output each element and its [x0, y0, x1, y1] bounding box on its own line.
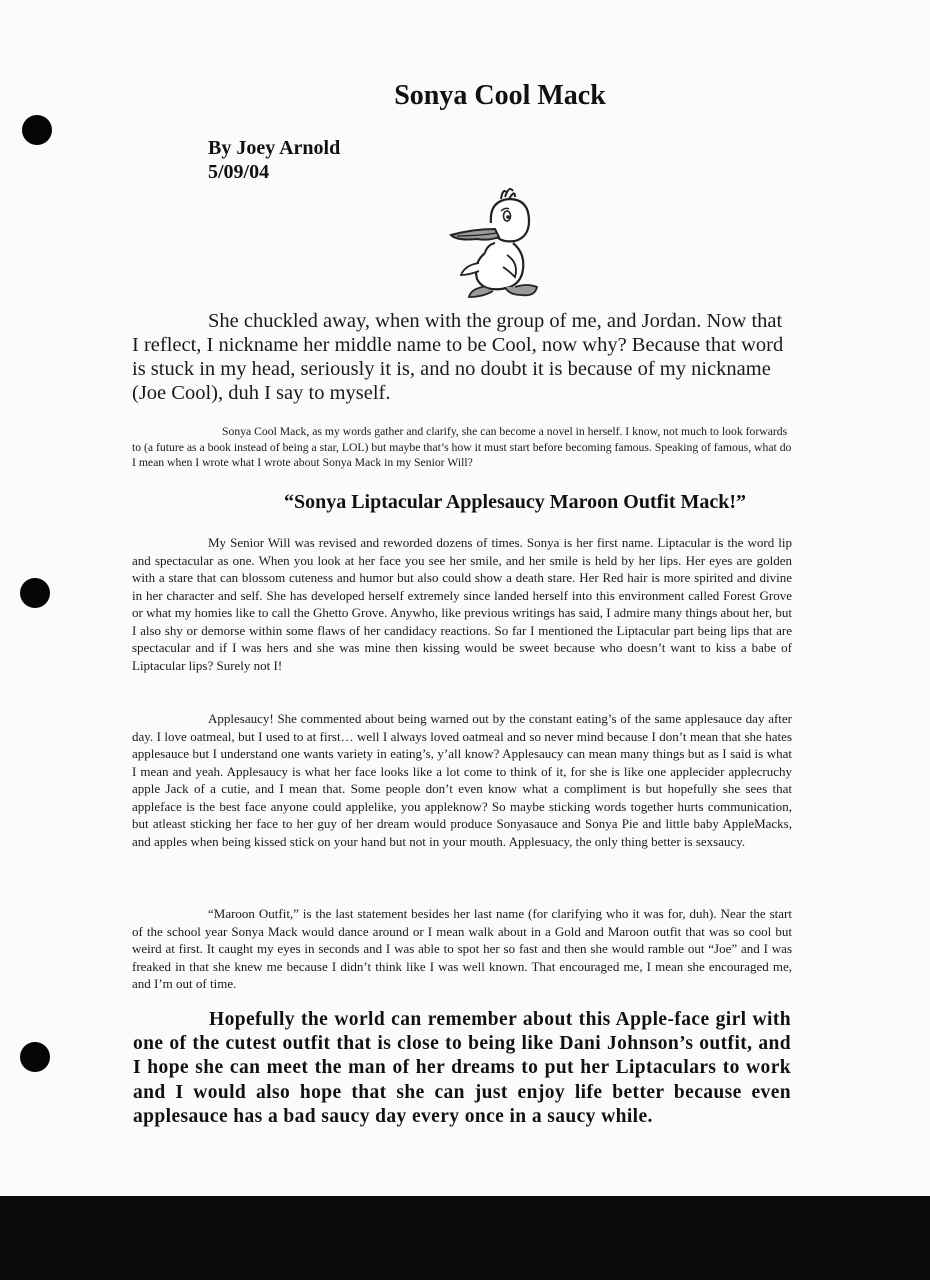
date: 5/09/04 — [208, 161, 270, 183]
punch-hole-top — [22, 115, 52, 145]
page-title: Sonya Cool Mack — [394, 80, 606, 111]
summary-paragraph: Sonya Cool Mack, as my words gather and clarify, she can become a novel in herself. I know, not much to look forwards to (a future as a book instead of being a star, LOL) but maybe that’s how it must start before becoming famous. Speaking of famous, what do I mean when I wrote what I wrote about Sonya Mack in my Senior Will? — [132, 425, 792, 469]
punch-hole-bottom — [20, 1042, 50, 1072]
paragraph-applesaucy: Applesaucy! She commented about being warned out by the constant eating’s of the same applesauce day after day. I love oatmeal, but I used to at first… well I always loved oatmeal and so never mind because I don’t mean that she hates applesauce but I understand one wants variety in eating’s, y’all know? Applesaucy can mean many things but as I said is what I mean and yeah. Applesaucy is what her face looks like a lot come to think of it, for she is like one applecider applecruchy apple Jack of a cutie, and I mean that. Some people don’t even know what a compliment is but hopefully she sees that appleface is the best face anyone could applelike, you appleknow? So maybe sticking words together hurts communication, but atleast sticking her face to her guy of her dream would produce Sonyasauce and Sonya Pie and little baby AppleMacks, and apples when being kissed stick on your hand but not in your mouth. Applesuacy, the only thing better is sexsaucy. — [132, 711, 792, 849]
intro-paragraph: She chuckled away, when with the group of me, and Jordan. Now that I reflect, I nickname her middle name to be Cool, now why? Because that word is stuck in my head, seriously it is, and no doubt it is because of my nickname (Joe Cool), duh I say to myself. — [132, 310, 784, 404]
paragraph-maroon-outfit: “Maroon Outfit,” is the last statement besides her last name (for clarifying who it was for, duh). Near the start of the school year Sonya Mack would dance around or I mean walk about in a Gold and Maroon outfit that was so cool but weird at first. It caught my eyes in seconds and I was able to spot her so fast and then she would ramble out “Joe” and I was freaked in that she knew me because I didn’t think like I was well known. That encouraged me, I mean she encouraged me, and I’m out of time. — [132, 906, 792, 991]
paragraph-liptacular: My Senior Will was revised and reworded dozens of times. Sonya is her first name. Liptacular is the word lip and spectacular as one. When you look at her face you see her smile, and her smile is held by her lips. Her eyes are golden with a stare that can blossom cuteness and humor but also could show a death stare. Her Red hair is more spirited and divine in her character and self. She has developed herself extremely since landed herself into this environment called Forest Grove or what my homies like to call the Ghetto Grove. Anywho, like previous writings has said, I admire many things about her, but I also shy or demorse within some flaws of her candidacy reactions. So far I mentioned the Liptacular part being lips that are spectacular and if I was hers and she was mine then kissing would be sweet because who doesn’t want to kiss a babe of Liptacular lips? Surely not I! — [132, 535, 792, 673]
closing-paragraph: Hopefully the world can remember about this Apple-face girl with one of the cutest outfit that is close to being like Dani Johnson’s outfit, and I hope she can meet the man of her dreams to put her Liptaculars to work and I would also hope that she can just enjoy life better because even applesauce has a bad saucy day every once in a saucy while. — [133, 1009, 791, 1127]
section-heading: “Sonya Liptacular Applesaucy Maroon Outfit Mack!” — [283, 491, 747, 513]
author-name: By Joey Arnold — [208, 137, 341, 159]
byline — [208, 136, 340, 184]
punch-hole-middle — [20, 578, 50, 608]
duck-drawing — [443, 183, 545, 305]
scanner-background — [0, 1196, 930, 1280]
